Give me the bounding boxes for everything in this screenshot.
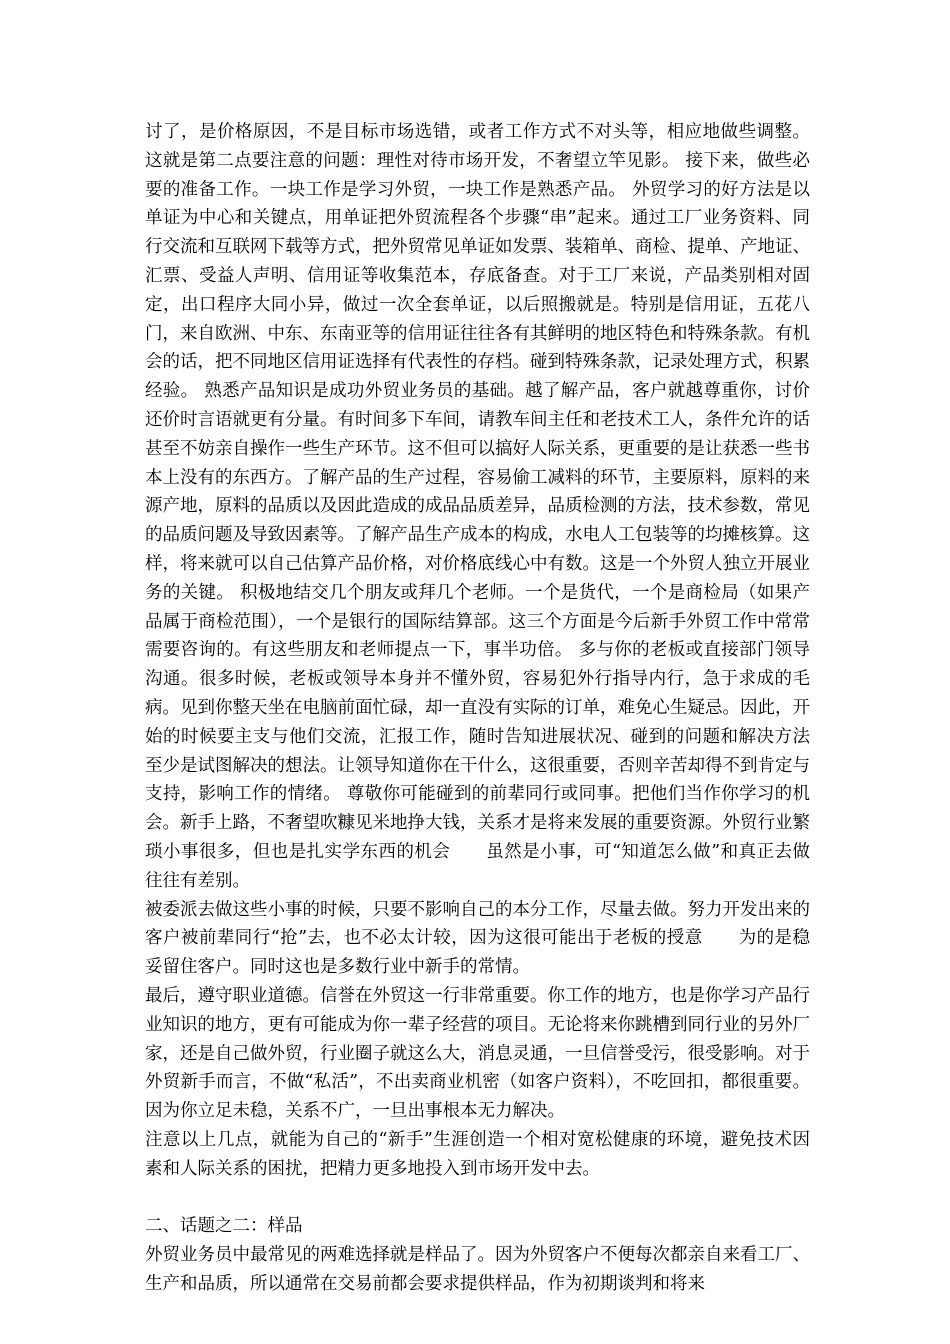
body-paragraph: 讨了，是价格原因，不是目标市场选错，或者工作方式不对头等，相应地做些调整。 这就是第二点要注意的问题：理性对待市场开发，不奢望立竿见影。 接下来，做些必要的准备工作。一块工作是学习外贸，一块工作是熟悉产品。 外贸学习的好方法是以单证为中心和关键点，用单证把外贸流程各个步骤“串”起来。通过工厂业务资料、同行交流和互联网下载等方式，把外贸常见单证如发票、装箱单、商检、提单、产地证、汇票、受益人声明、信用证等收集范本，存底备查。对于工厂来说，产品类别相对固定，出口程序大同小异，做过一次全套单证，以后照搬就是。特别是信用证，五花八门，来自欧洲、中东、东南亚等的信用证往往各有其鲜明的地区特色和特殊条款。有机会的话，把不同地区信用证选择有代表性的存档。碰到特殊条款，记录处理方式，积累经验。 熟悉产品知识是成功外贸业务员的基础。越了解产品，客户就越尊重你，讨价还价时言语就更有分量。有时间多下车间，请教车间主任和老技术工人，条件允许的话甚至不妨亲自操作一些生产环节。这不但可以搞好人际关系，更重要的是让获悉一些书本上没有的东西方。了解产品的生产过程，容易偷工减料的环节，主要原料，原料的来源产地，原料的品质以及因此造成的成品品质差异，品质检测的方法，技术参数，常见的品质问题及导致因素等。了解产品生产成本的构成，水电人工包装等的均摊核算。这样，将来就可以自己估算产品价格，对价格底线心中有数。这是一个外贸人独立开展业务的关键。 积极地结交几个朋友或拜几个老师。一个是货代，一个是商检局（如果产品属于商检范围），一个是银行的国际结算部。这三个方面是今后新手外贸工作中常常需要咨询的。有这些朋友和老师提点一下，事半功倍。 多与你的老板或直接部门领导沟通。很多时候，老板或领导本身并不懂外贸，容易犯外行指导内行，急于求成的毛病。见到你整天坐在电脑前面忙碌，却一直没有实际的订单，难免心生疑忌。因此，开始的时候要主支与他们交流，汇报工作，随时告知进展状况、碰到的问题和解决方法 至少是试图解决的想法。让领导知道你在干什么，这很重要，否则辛苦却得不到肯定与支持，影响工作的情绪。 尊敬你可能碰到的前辈同行或同事。把他们当作你学习的机会。新手上路，不奢望吹糠见米地挣大钱，关系才是将来发展的重要资源。外贸行业繁琐小事很多，但也是扎实学东西的机会 虽然是小事，可“知道怎么做”和真正去做往往有差别。 [145, 122, 845, 891]
document-page [145, 118, 845, 1299]
section-heading: 二、话题之二：样品 [145, 1216, 303, 1237]
body-paragraph: 被委派去做这些小事的时候，只要不影响自己的本分工作，尽量去做。努力开发出来的客户被前辈同行“抢”去，也不必太计较，因为这很可能出于老板的授意 为的是稳妥留住客户。同时这也是多数行业中新手的常情。 [145, 899, 810, 978]
paragraph-spacer [145, 1183, 810, 1212]
section-paragraph: 外贸业务员中最常见的两难选择就是样品了。因为外贸客户不便每次都亲自来看工厂、生产和品质，所以通常在交易前都会要求提供样品，作为初期谈判和将来 [145, 1245, 810, 1294]
body-paragraph: 注意以上几点，就能为自己的“新手”生涯创造一个相对宽松健康的环境，避免技术因素和人际关系的困扰，把精力更多地投入到市场开发中去。 [145, 1129, 810, 1179]
body-paragraph: 最后，遵守职业道德。信誉在外贸这一行非常重要。你工作的地方，也是你学习产品行业知识的地方，更有可能成为你一辈子经营的项目。无论将来你跳槽到同行业的另外厂家，还是自己做外贸，行业圈子就这么大，消息灵通，一旦信誉受污，很受影响。对于外贸新手而言，不做“私活”，不出卖商业机密（如客户资料），不吃回扣，都很重要。因为你立足未稳，关系不广，一旦出事根本无力解决。 [145, 985, 810, 1122]
